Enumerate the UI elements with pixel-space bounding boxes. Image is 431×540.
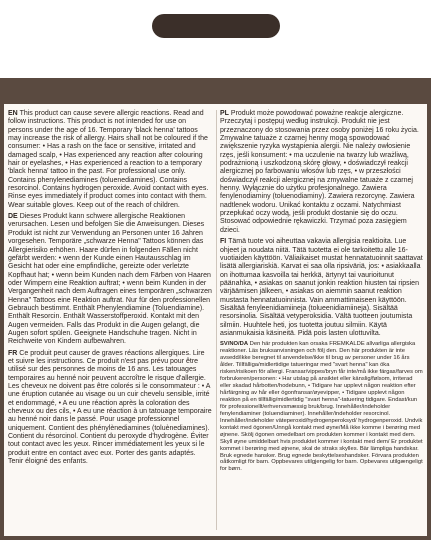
right-column bbox=[220, 110, 424, 476]
language-code-fi: FI bbox=[220, 238, 227, 246]
warning-label-panel bbox=[4, 104, 427, 536]
warning-text-pl: Produkt może powodować poważne reakcje alergiczne. Przeczytaj i postępuj według instrukcji. Produkt nie jest przeznaczony do stosowania przez osoby poniżej 16 roku życia. Zmywalne tatuaże z czarnej henny mogą spowodować zwiększenie ryzyka wystąpienia alergii. Nie należy owłosienie rzęs, jeśli konsument: • ma uczulenie na twarzy lub wrażliwą, podrażnioną i uszkodzoną skórę głowy, • doświadczył reakcji alergicznej po farbowaniu włosów lub rzęs, • w przeszłości doświadczył reakcji alergicznej na zmywalne tatuaże z czarnej henny. Wyłącznie do użytku profesjonalnego. Zawiera fenylenodiaminy (toluenodiaminy). Zawiera rezorcynę. Zawiera nadtlenek wodoru. Unikać kontaktu z oczami. Natychmiast przepłukać oczy wodą, jeśli produkt dostanie się do oczu. Stosować odpowiednie rękawiczki. Trzymać poza zasięgiem dzieci. bbox=[220, 110, 419, 234]
language-code-sv-no-da: SV/NO/DA bbox=[220, 341, 249, 348]
warning-text-de: Dieses Produkt kann schwere allergische Reaktionen verursachen. Lesen und befolgen Sie die Anweisungen. Dieses Produkt ist nicht zur Verwendung an Personen unter 16 Jahren vorgesehen. Temporäre „schwarze Henna" Tattoos können das Allergierisiko erhöhen. Haare dürfen in folgenden Fällen nicht gefärbt werden: • wenn der Kunde einen Hautausschlag im Gesicht hat oder eine empfindliche, gereizte oder verletzte Kopfhaut hat; • wenn beim Kunden nach dem Färben von Haaren oder Wimpern eine Reaktion auftrat; • wenn beim Kunden in der Vergangenheit nach dem Auftragen eines temporären „schwarzen Henna" Tattoos eine Reaktion auftrat. Nur für den professionellen Gebrauch bestimmt. Enthält Phenylendiamine (Toluendiamine). Enthält Resorcin. Enthält Wasserstoffperoxid. Kontakt mit den Augen vermeiden. Falls das Produkt in die Augen gelangt, die Augen sofort spülen. Geeignete Handschuhe tragen. Nicht in Reichweite von Kindern aufbewahren. bbox=[8, 213, 212, 346]
warning-section-fi bbox=[220, 238, 424, 338]
left-column bbox=[8, 110, 212, 469]
language-code-en: EN bbox=[8, 110, 18, 117]
warning-section-fr bbox=[8, 350, 212, 467]
warning-text-sv-no-da: Den här produkten kan orsaka FREMKALDE allvarliga allergiska reaktioner. Läs bruksanvisningen och följ den. Den här produkten är inte avsedd/ikke beregnet til anvendelse/ikke til brug av personer under 16 års ålder. Tillfälliga/midlertidige tatueringar med "svart henna" kan öka risken/risikoen för allergi. Fransar/vippes/bryn får inte/må ikke färgas/farves om forbrukeren/personen: • Har utslag på ansiktet eller känslig/følsom, irriterad eller skadad hårbotten/hodebunn, • Tidigare har upplevt någon reaktion efter hårfärgning av hår eller ögonfransar/øyevipper, • Tidigare upplevt någon reaktion på en tillfällig/midlertidig "svart henna"-tatuering tidigare. Endast/kun för professionellt/erhvervsmæssig bruk/brug. Innehåller/indeholder fenylendiaminer (toluendiaminer). Innehåller/indeholder resorcinol. Innehåller/indeholder väteperoxid/hydrogenperoksyd/ hydrogenperoxid. Undvik kontakt med ögonen/Unngå kontakt med øyne/Må ikke komme i berøring med øjnene. Skölj ögonen omedelbart om produkten kommer i kontakt med dem. Skyll øyne umiddelbart hvis produktet kommer i kontakt med dem/ Er produktet kommet i berøring med øjnene, skal de straks skylles. Bär lämpliga handskar. Bruk egnede hansker. Brug egnede beskyttelseshandsker. Förvara produkten oåtkomligt för barn. Oppbevares utilgjengelig for barn. Opbevares utilgængeligt for børn. bbox=[220, 341, 423, 473]
warning-section-de bbox=[8, 213, 212, 347]
language-code-de: DE bbox=[8, 213, 18, 221]
language-code-fr: FR bbox=[8, 349, 18, 357]
warning-section-sv-no-da bbox=[220, 341, 424, 473]
warning-text-fi: Tämä tuote voi aiheuttaa vakavia allergisia reaktioita. Lue ohjeet ja noudata niitä. Tätä tuotetta ei ole tarkoitettu alle 16-vuotiaiden käyttöön. Väliaikaiset mustat hennatatuoinnit saattavat lisätä allergiariskiä. Karvat ei saa olla ripsiväriä, jos: • asiakkaalla on ihottumaa kasvoilla tai herkkä, ärtynyt tai vaurioitunut päänahka, • asiakas on saanut jonkin reaktion hiusten tai ripsien värjäämisen jälkeen, • asiakas on aiemmin saanut reaktion mustasta hennatatuoinnista. Vain ammattimaiseen käyttöön. Sisältää fenyleenidiamiineja (tolueenidiamiineja). Sisältää resorsinolia. Sisältää vetyperoksidia. Vältä tuotteen joutumista silmiin. Huuhtele heti, jos tuotetta joutuu silmiin. Käytä asianmukaisia käsineitä. Pidä pois lasten ulottuvilta. bbox=[220, 238, 423, 337]
hang-hole bbox=[152, 14, 280, 38]
warning-section-en bbox=[8, 110, 212, 210]
column-divider bbox=[216, 110, 217, 530]
language-code-pl: PL bbox=[220, 110, 229, 117]
warning-text-fr: Ce produit peut causer de graves réactions allergiques. Lire et suivre les instructions. Ce produit n'est pas prévu pour être utilisé sur des personnes de moins de 16 ans. Les tatouages temporaires au henné noir peuvent accroître le risque d'allergie. Les cheveux ne doivent pas être colorés si le consommateur : • A une éruption cutanée au visage ou un cuir chevelu sensible, irrité et endommagé, • A eu une réaction après la coloration des cheveux ou des cils, • A eu une réaction à un tatouage temporaire au henné noir dans le passé. Pour usage professionnel uniquement. Contient des phénylènediamines (toluènediamines). Contient du résorcinol. Contient du peroxyde d'hydrogène. Éviter tout contact avec les yeux. Rincer immédiatement les yeux si le produit entre en contact avec eux. Porter des gants adaptés. Tenir éloigné des enfants. bbox=[8, 349, 212, 466]
hang-tab bbox=[0, 0, 431, 78]
warning-text-en: This product can cause severe allergic reactions. Read and follow instructions. This product is not intended for use on persons under the age of 16. Temporary 'black henna' tattoos may increase the risk of allergy. Hairs shall not be coloured if the consumer: • Has a rash on the face or sensitive, irritated and damaged scalp, • Has experienced any reaction after colouring hair or eyelashes, • Has experienced a reaction to a temporary 'black henna' tattoo in the past. For professional use only. Contains phenylenediamines (toluenediamines). Contains resorcinol. Contains hydrogen peroxide. Avoid contact with eyes. Rinse eyes immediately if product comes into contact with them. Wear suitable gloves. Keep out of the reach of children. bbox=[8, 110, 209, 209]
warning-section-pl bbox=[220, 110, 424, 235]
